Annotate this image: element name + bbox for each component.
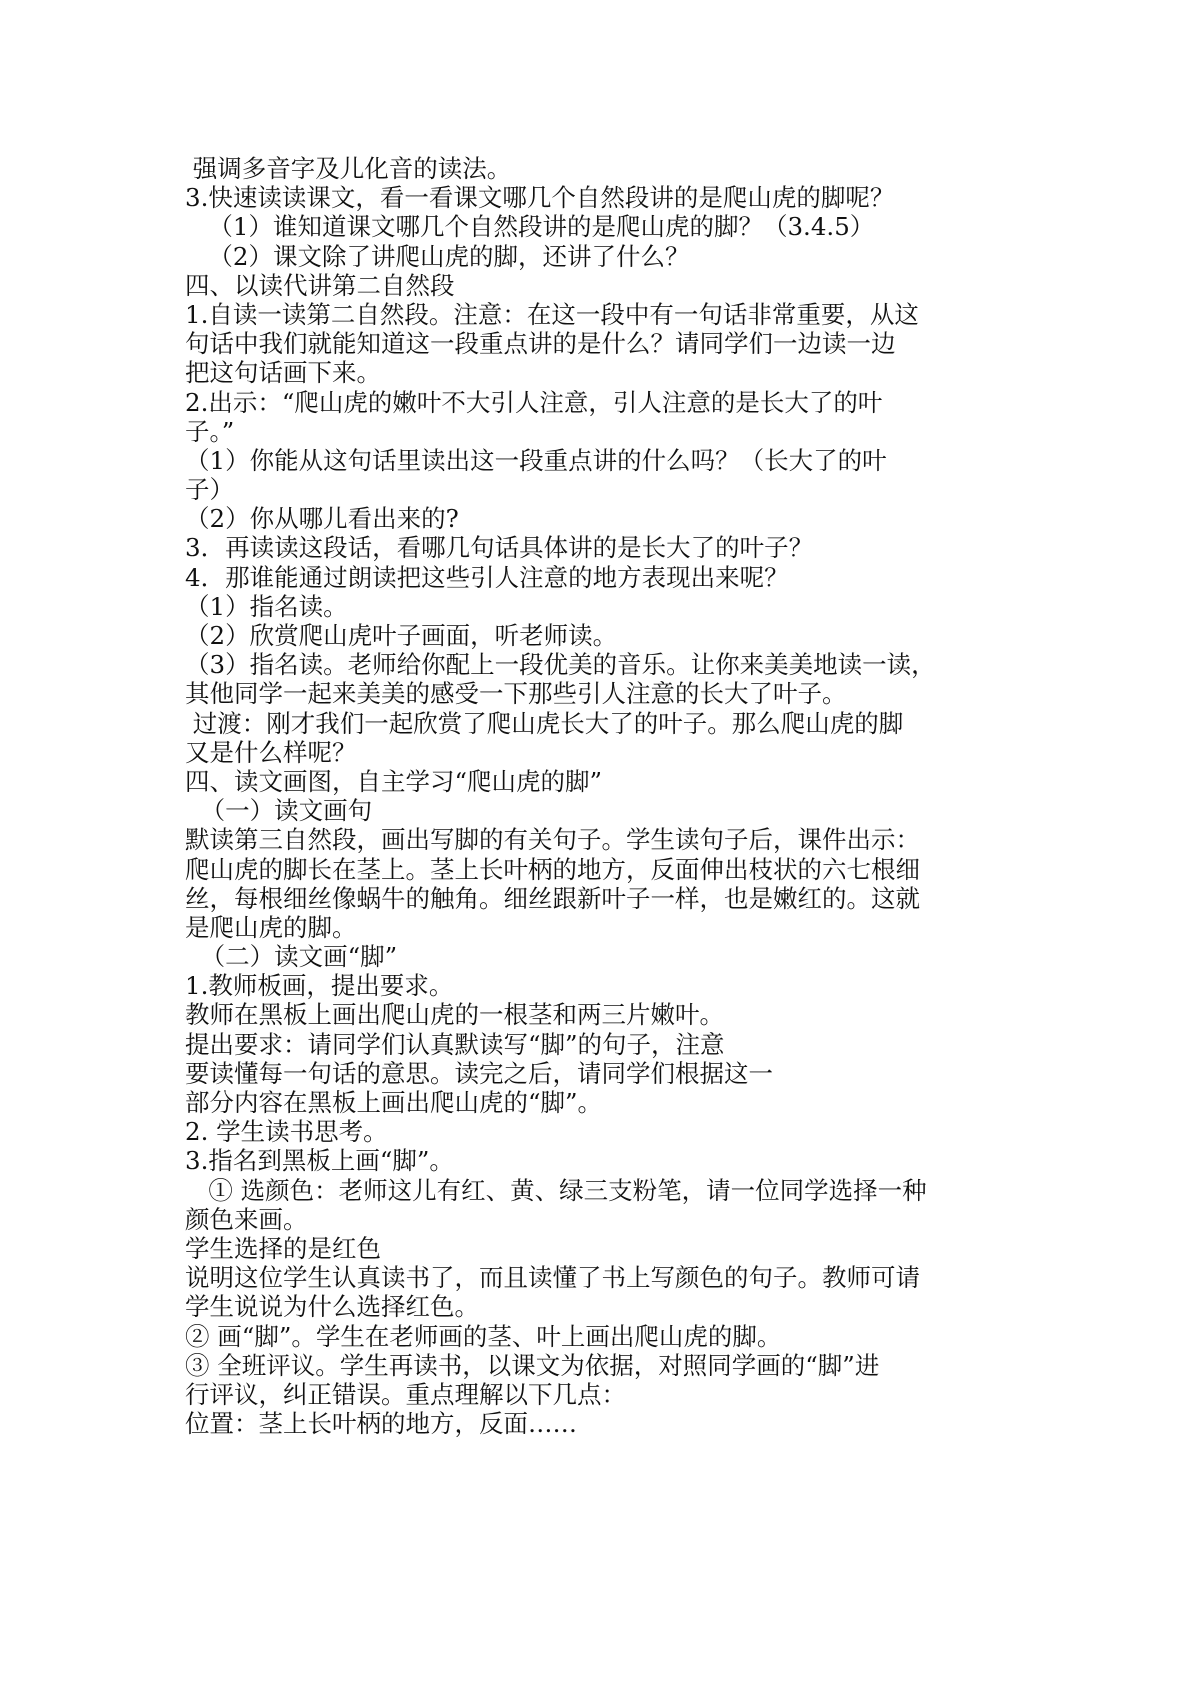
text-line: 1.自读一读第二自然段。注意：在这一段中有一句话非常重要，从这 [185, 299, 919, 329]
text-line: 提出要求：请同学们认真默读写“脚”的句子，注意 [185, 1029, 725, 1059]
text-line: 部分内容在黑板上画出爬山虎的“脚”。 [185, 1088, 603, 1117]
text-line: （1）谁知道课文哪几个自然段讲的是爬山虎的脚？（3.4.5） [185, 212, 875, 242]
text-line: 3．再读读这段话，看哪几句话具体讲的是长大了的叶子？ [185, 533, 814, 563]
text-line: 过渡：刚才我们一起欣赏了爬山虎长大了的叶子。那么爬山虎的脚 [185, 708, 904, 738]
text-line: 2. 学生读书思考。 [185, 1117, 388, 1147]
text-line: 是爬山虎的脚。 [185, 912, 357, 942]
text-line: 4．那谁能通过朗读把这些引人注意的地方表现出来呢？ [185, 562, 789, 592]
text-line: （1）指名读。 [185, 591, 348, 621]
text-line: 四、读文画图，自主学习“爬山虎的脚” [185, 766, 603, 796]
text-line: ③ 全班评议。学生再读书，以课文为依据，对照同学画的“脚”进 [185, 1350, 880, 1380]
text-line: （2）课文除了讲爬山虎的脚，还讲了什么？ [185, 241, 690, 271]
text-line: 丝，每根细丝像蜗牛的触角。细丝跟新叶子一样，也是嫩红的。这就 [185, 883, 920, 913]
text-line: 强调多音字及儿化音的读法。 [185, 154, 512, 183]
text-line: 默读第三自然段，画出写脚的有关句子。学生读句子后，课件出示： [185, 825, 920, 855]
text-line: 子） [185, 475, 234, 505]
text-line: 位置：茎上长叶柄的地方，反面…… [185, 1409, 577, 1439]
document-body [185, 154, 1025, 1438]
text-line: 2.出示：“爬山虎的嫩叶不大引人注意，引人注意的是长大了的叶 [185, 387, 883, 417]
text-line: 把这句话画下来。 [185, 358, 381, 388]
text-line: 1.教师板画，提出要求。 [185, 971, 454, 1001]
text-line: 其他同学一起来美美的感受一下那些引人注意的长大了叶子。 [185, 679, 847, 709]
text-line: （3）指名读。老师给你配上一段优美的音乐。让你来美美地读一读， [185, 650, 936, 680]
text-line: （2）你从哪儿看出来的? [185, 504, 459, 534]
text-line: 学生说说为什么选择红色。 [185, 1292, 479, 1322]
text-line: 3.指名到黑板上画“脚”。 [185, 1146, 454, 1176]
text-line: 颜色来画。 [185, 1204, 308, 1234]
text-line: 学生选择的是红色 [185, 1233, 381, 1263]
text-line: （1）你能从这句话里读出这一段重点讲的什么吗？（长大了的叶 [185, 445, 887, 475]
text-line: ② 画“脚”。学生在老师画的茎、叶上画出爬山虎的脚。 [185, 1321, 782, 1351]
text-line: 教师在黑板上画出爬山虎的一根茎和两三片嫩叶。 [185, 1000, 724, 1030]
text-line: （2）欣赏爬山虎叶子画面，听老师读。 [185, 621, 618, 650]
text-line: 子。” [185, 416, 235, 446]
text-line: （一）读文画句 [185, 796, 373, 826]
text-line: 行评议，纠正错误。重点理解以下几点： [185, 1379, 626, 1409]
text-line: 又是什么样呢？ [185, 737, 357, 767]
text-line: ① 选颜色：老师这儿有红、黄、绿三支粉笔，请一位同学选择一种 [185, 1175, 927, 1205]
text-line: 爬山虎的脚长在茎上。茎上长叶柄的地方，反面伸出枝状的六七根细 [185, 854, 920, 884]
text-line: 四、以读代讲第二自然段 [185, 270, 455, 300]
text-line: 3.快速读读课文，看一看课文哪几个自然段讲的是爬山虎的脚呢？ [185, 183, 895, 213]
text-line: 句话中我们就能知道这一段重点讲的是什么？请同学们一边读一边 [185, 329, 896, 359]
text-line: （二）读文画“脚” [185, 942, 398, 972]
text-line: 要读懂每一句话的意思。读完之后，请同学们根据这一 [185, 1058, 773, 1088]
text-line: 说明这位学生认真读书了，而且读懂了书上写颜色的句子。教师可请 [185, 1263, 920, 1293]
